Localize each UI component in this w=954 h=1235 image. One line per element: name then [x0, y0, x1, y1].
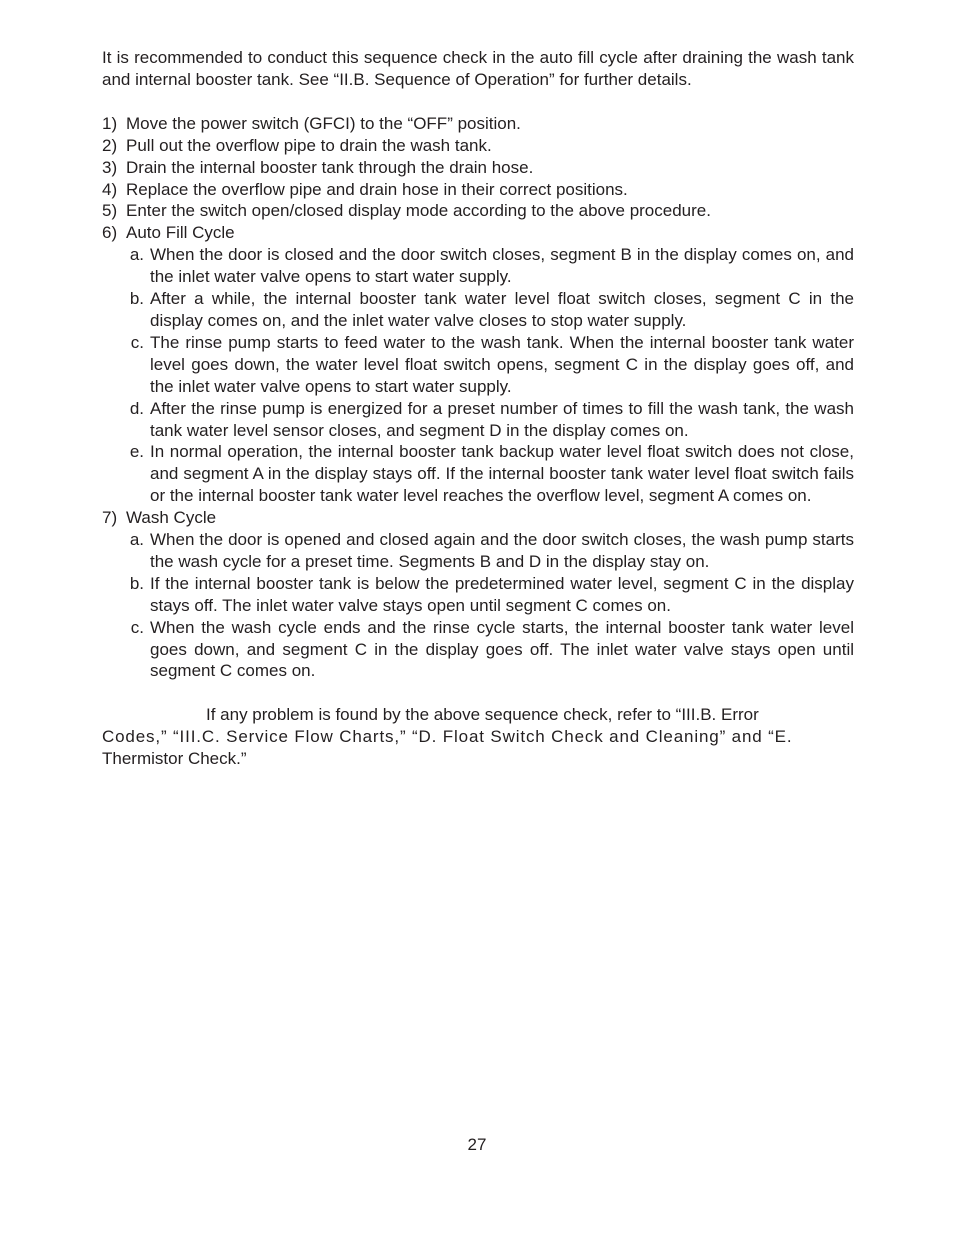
substep-letter: b. [129, 289, 144, 309]
substep-letter: a. [129, 530, 144, 550]
intro-paragraph: It is recommended to conduct this sequence check in the auto fill cycle after draining the wash tank and internal booster tank. See “II.B. Sequence of Operation” for further details. [102, 48, 854, 89]
substep-7a [126, 529, 854, 573]
substep-letter: e. [129, 442, 144, 462]
substep-6b [126, 288, 854, 332]
step-text: Replace the overflow pipe and drain hose in their correct positions. [126, 179, 628, 199]
substep-text: After the rinse pump is energized for a preset number of times to fill the wash tank, the wash tank water level sensor closes, and segment D in the display comes on. [150, 398, 854, 440]
substep-letter: a. [129, 245, 144, 265]
step-3 [102, 157, 854, 179]
substep-text: If the internal booster tank is below the predetermined water level, segment C in the display stays off. The inlet water valve stays open until segment C comes on. [150, 573, 854, 615]
auto-fill-substeps [126, 244, 854, 507]
step-4 [102, 179, 854, 201]
step-1 [102, 113, 854, 135]
substep-letter: c. [130, 332, 144, 352]
sequence-steps [102, 113, 854, 683]
page-content [102, 47, 854, 770]
closing-line-2: Codes,” “III.C. Service Flow Charts,” “D. Float Switch Check and Cleaning” and “E. [102, 727, 793, 747]
substep-text: When the door is closed and the door switch closes, segment B in the display comes on, and the inlet water valve opens to start water supply. [150, 245, 854, 287]
step-number: 1) [102, 113, 118, 133]
step-number: 5) [102, 201, 118, 221]
step-6-auto-fill-cycle [102, 222, 854, 507]
substep-7b [126, 573, 854, 617]
step-text: Drain the internal booster tank through the drain hose. [126, 157, 534, 177]
step-number: 6) [102, 223, 118, 243]
step-text: Auto Fill Cycle [126, 223, 235, 243]
substep-6c [126, 332, 854, 398]
step-number: 2) [102, 135, 118, 155]
substep-letter: b. [129, 573, 144, 593]
step-text: Move the power switch (GFCI) to the “OFF” position. [126, 113, 521, 133]
substep-letter: d. [129, 398, 144, 418]
closing-paragraph [102, 704, 854, 770]
step-5 [102, 200, 854, 222]
substep-text: The rinse pump starts to feed water to the wash tank. When the internal booster tank water level goes down, the water level float switch opens, segment C in the display goes off, and the inlet water valve opens to start water supply. [150, 332, 854, 396]
substep-letter: c. [130, 617, 144, 637]
page-number: 27 [467, 1135, 487, 1154]
substep-text: When the wash cycle ends and the rinse cycle starts, the internal booster tank water level goes down, and segment C in the display goes off. The inlet water valve stays open until segment C comes on. [150, 617, 854, 681]
substep-text: After a while, the internal booster tank water level float switch closes, segment C in the display comes on, and the inlet water valve closes to stop water supply. [150, 289, 854, 330]
step-7-wash-cycle [102, 507, 854, 682]
substep-text: In normal operation, the internal booster tank backup water level float switch does not close, and segment A in the display stays off. If the internal booster tank water level float switch fails or the internal booster tank water level reaches the overflow level, segment A comes on. [150, 442, 854, 506]
step-number: 4) [102, 179, 118, 199]
closing-line-3: Thermistor Check.” [102, 749, 247, 769]
wash-cycle-substeps [126, 529, 854, 682]
step-text: Wash Cycle [126, 508, 217, 528]
step-text: Pull out the overflow pipe to drain the wash tank. [126, 135, 492, 155]
substep-6a [126, 244, 854, 288]
substep-text: When the door is opened and closed again and the door switch closes, the wash pump starts the wash cycle for a preset time. Segments B and D in the display stay on. [150, 530, 854, 571]
step-number: 7) [102, 508, 118, 528]
substep-6e [126, 441, 854, 507]
step-2 [102, 135, 854, 157]
step-number: 3) [102, 157, 118, 177]
substep-6d [126, 398, 854, 442]
step-text: Enter the switch open/closed display mode according to the above procedure. [126, 201, 711, 221]
closing-line-1: If any problem is found by the above sequence check, refer to “III.B. Error [206, 705, 759, 725]
substep-7c [126, 617, 854, 683]
